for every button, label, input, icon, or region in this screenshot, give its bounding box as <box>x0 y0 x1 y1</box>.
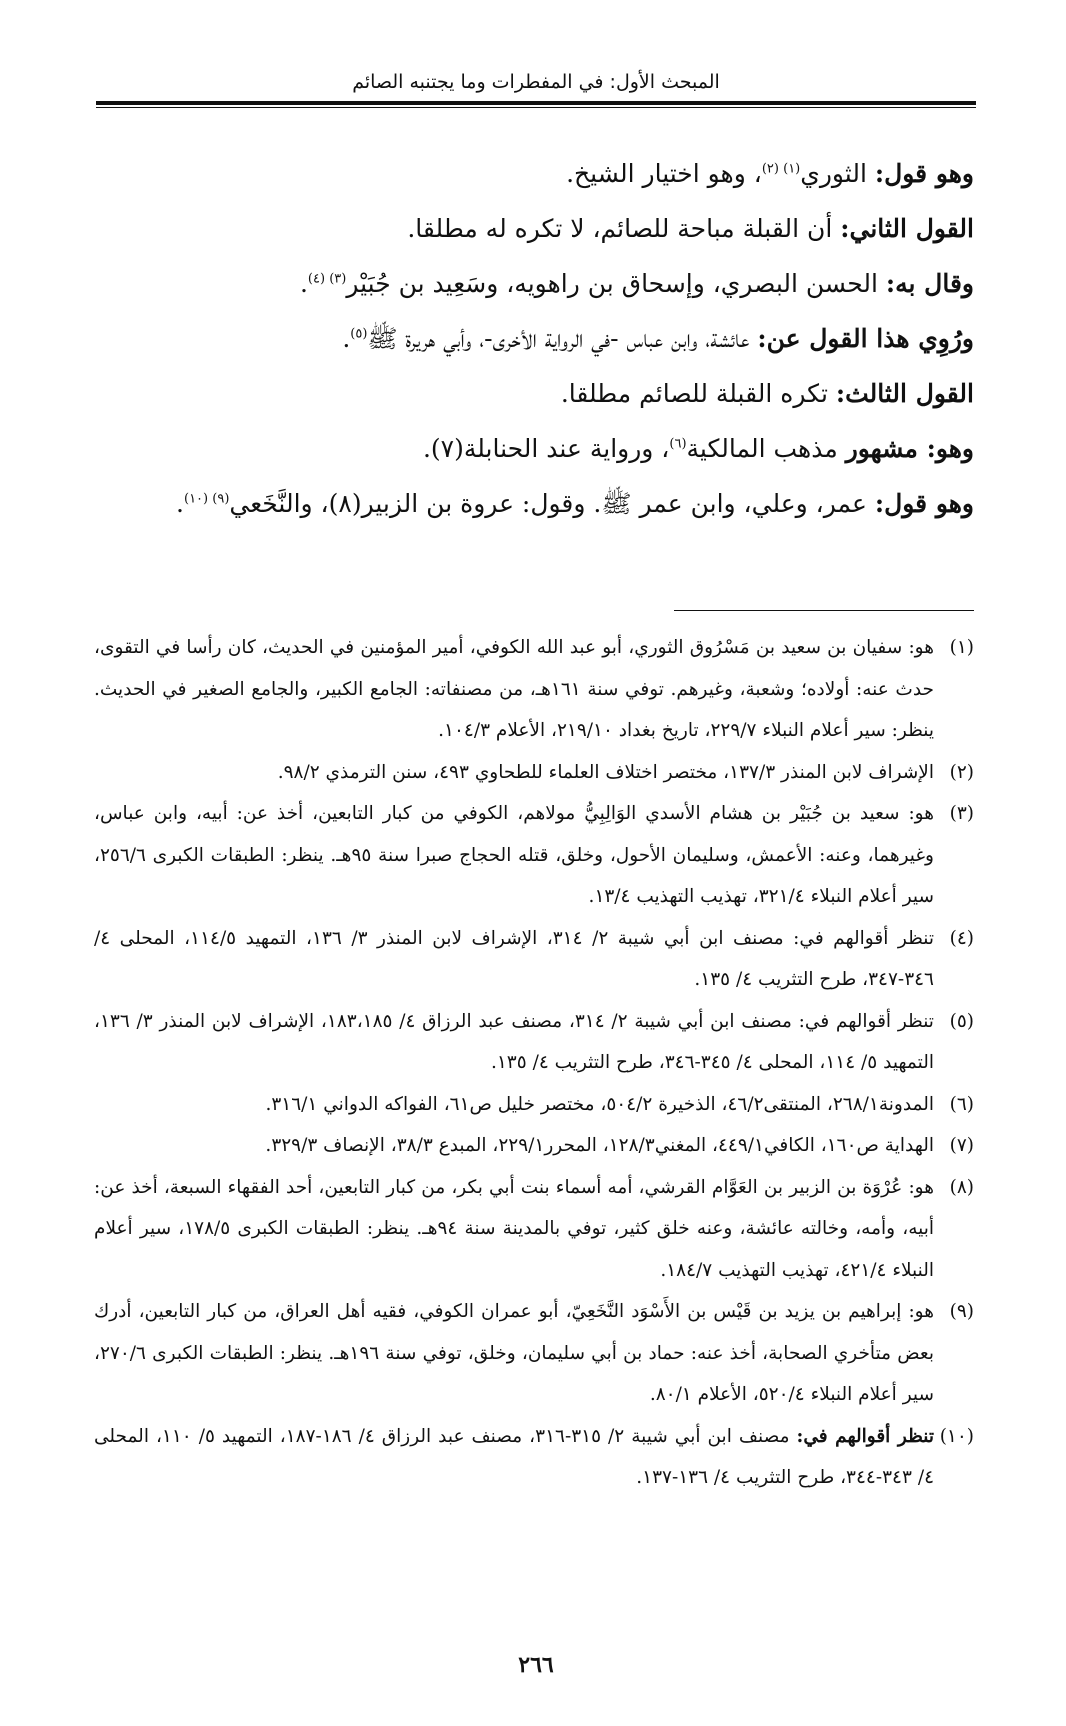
body-line <box>94 146 974 201</box>
footnote-text: تنظر أقوالهم في: مصنف ابن أبي شيبة ٢/ ٣١٤، الإشراف لابن المنذر ٣/ ١٣٦، التمهيد ١١٤/٥، المحلى ٤/ ٣٤٦-٣٤٧، طرح التثريب ٤/ ١٣٥. <box>94 927 934 990</box>
body-line-tail: ، وهو اختيار الشيخ. <box>566 159 762 188</box>
footnote-number: (٩) <box>949 1301 974 1322</box>
body-line <box>94 311 974 366</box>
body-line-lead: القول الثاني: <box>840 214 974 243</box>
footnote <box>94 627 974 752</box>
body-line-lead: وقال به: <box>885 269 974 298</box>
header-rule-thin <box>96 107 976 108</box>
footnote-number: (٥) <box>949 1010 974 1032</box>
footnote-separator <box>674 610 974 611</box>
footnote <box>94 752 974 794</box>
body-line-tail: . <box>176 489 184 518</box>
footnote <box>94 793 974 918</box>
body-line <box>94 256 974 311</box>
footnote-text: المدونة٢٦٨/١، المنتقى٤٦/٢، الذخيرة ٥٠٤/٢، مختصر خليل ص٦١، الفواكه الدواني ٣١٦/١. <box>265 1093 934 1115</box>
footnote-text <box>94 1416 934 1499</box>
body-line-lead: القول الثالث: <box>835 379 974 408</box>
footnote-text: هو: عُرْوَة بن الزبير بن العَوَّام القرشي، أمه أسماء بنت أبي بكر، من كبار التابعين، أحد الفقهاء السبعة، أخذ عن: أبيه، وأمه، وخالته عائشة، وعنه خلق كثير، توفي بالمدينة سنة ٩٤هـ. ينظر: الطبقات الكبرى ١٧٨/٥، سير أعلام النبلاء ٤٢١/٤، تهذيب التهذيب ١٨٤/٧. <box>94 1176 934 1281</box>
body-line-text: عمر، وعلي، وابن عمر ﷺ. وقول: عروة بن الزبير(٨)، والنَّخَعي <box>229 489 875 518</box>
footnote <box>94 1416 974 1499</box>
body-text <box>94 146 974 531</box>
body-line <box>94 476 974 531</box>
footnote-ref[interactable]: (٣) (٤) <box>307 271 347 287</box>
body-line-tail: ، ورواية عند الحنابلة(٧). <box>422 434 670 463</box>
body-line-text: الحسن البصري، وإسحاق بن راهويه، وسَعِيد بن جُبَيْر <box>346 269 886 298</box>
body-line-text: الثوري <box>800 159 875 188</box>
footnote-number: (٤) <box>949 927 974 949</box>
footnote-number: (٢) <box>949 761 974 783</box>
footnote-text: هو: سعيد بن جُبَيْر بن هشام الأسدي الوَالِبِيُّ مولاهم، الكوفي من كبار التابعين، أخذ عن: أبيه، وابن عباس، وغيرهما، وعنه: الأعمش، وسليمان الأحول، وخلق، قتله الحجاج صبرا سنة ٩٥هـ. ينظر: الطبقات الكبرى ٢٥٦/٦، سير أعلام النبلاء ٣٢١/٤، تهذيب التهذيب ١٣/٤. <box>94 803 934 907</box>
body-line-text: تكره القبلة للصائم مطلقا. <box>560 379 836 408</box>
body-line-lead: وهو قول: <box>874 489 974 518</box>
footnote-number: (١) <box>949 637 974 658</box>
footnote-number: (٣) <box>949 803 974 824</box>
footnote-text: هو: سفيان بن سعيد بن مَسْرُوق الثوري، أبو عبد الله الكوفي، أمير المؤمنين في الحديث، كان رأسا في التقوى، حدث عنه: أولاده؛ وشعبة، وغيرهم. توفي سنة ١٦١هـ، من مصنفاته: الجامع الكبير، والجامع الصغير في الحديث. ينظر: سير أعلام النبلاء ٢٢٩/٧، تاريخ بغداد ٢١٩/١٠، الأعلام ١٠٤/٣. <box>94 637 934 741</box>
footnote <box>94 1001 974 1084</box>
footnote-lead: تنظر أقوالهم في: <box>796 1425 934 1447</box>
body-line <box>94 366 974 421</box>
running-header: المبحث الأول: في المفطرات وما يجتنبه الصائم <box>352 71 720 93</box>
footnote-number: (٦) <box>949 1093 974 1115</box>
footnote-ref[interactable]: (٦) <box>669 436 687 452</box>
body-line-tail: . <box>342 324 351 353</box>
footnote-ref[interactable]: (٩) (١٠) <box>184 491 230 507</box>
body-line-text: عائشة، وابن عباس -في الرواية الأخرى-، وأبي هريرة ﷺ <box>367 324 758 353</box>
header-rule-thick <box>96 101 976 105</box>
body-line <box>94 421 974 476</box>
footnote-text: تنظر أقوالهم في: مصنف ابن أبي شيبة ٢/ ٣١٤، مصنف عبد الرزاق ٤/ ١٨٣،١٨٥، الإشراف لابن المنذر ٣/ ١٣٦، التمهيد ٥/ ١١٤، المحلى ٤/ ٣٤٥-٣٤٦، طرح التثريب ٤/ ١٣٥. <box>94 1010 934 1073</box>
footnote-text: هو: إبراهيم بن يزيد بن قَيْس بن الأَسْوَد النَّخَعِيّ، أبو عمران الكوفي، فقيه أهل العراق، من كبار التابعين، أدرك بعض متأخري الصحابة، أخذ عنه: حماد بن أبي سليمان، وخلق، توفي سنة ١٩٦هـ. ينظر: الطبقات الكبرى ٢٧٠/٦، سير أعلام النبلاء ٥٢٠/٤، الأعلام ٨٠/١. <box>94 1301 934 1405</box>
footnotes <box>94 627 974 1499</box>
footnote <box>94 1291 974 1416</box>
body-line-lead: ورُوِي هذا القول عن: <box>757 324 974 353</box>
footnote-text: الإشراف لابن المنذر ١٣٧/٣، مختصر اختلاف العلماء للطحاوي ٤٩٣، سنن الترمذي ٩٨/٢. <box>277 761 934 783</box>
body-line <box>94 201 974 256</box>
footnote <box>94 1084 974 1126</box>
body-line-lead: وهو قول: <box>874 159 974 188</box>
body-line-text: أن القبلة مباحة للصائم، لا تكره له مطلقا. <box>407 214 841 243</box>
body-line-text: مذهب المالكية <box>686 434 846 463</box>
body-line-tail: . <box>299 269 308 298</box>
footnote-text-rest: مصنف ابن أبي شيبة ٢/ ٣١٥-٣١٦، مصنف عبد الرزاق ٤/ ١٨٦-١٨٧، التمهيد ٥/ ١١٠، المحلى ٤/ ٣٤٣-٣٤٤، طرح التثريب ٤/ ١٣٦-١٣٧. <box>94 1425 934 1488</box>
footnote <box>94 1167 974 1292</box>
footnote <box>94 1125 974 1167</box>
page-number: ٢٦٦ <box>518 1652 554 1678</box>
footnote-number: (٧) <box>949 1135 974 1156</box>
footnote-number: (١٠) <box>939 1425 974 1447</box>
footnote-ref[interactable]: (١) (٢) <box>761 161 801 177</box>
footnote-number: (٨) <box>949 1176 974 1198</box>
footnote-ref[interactable]: (٥) <box>350 326 368 342</box>
body-line-lead: وهو: مشهور <box>845 434 974 463</box>
footnote-text: الهداية ص١٦٠، الكافي٤٤٩/١، المغني١٢٨/٣، المحرر٢٢٩/١، المبدع ٣٨/٣، الإنصاف ٣٢٩/٣. <box>265 1135 934 1156</box>
footnote <box>94 918 974 1001</box>
